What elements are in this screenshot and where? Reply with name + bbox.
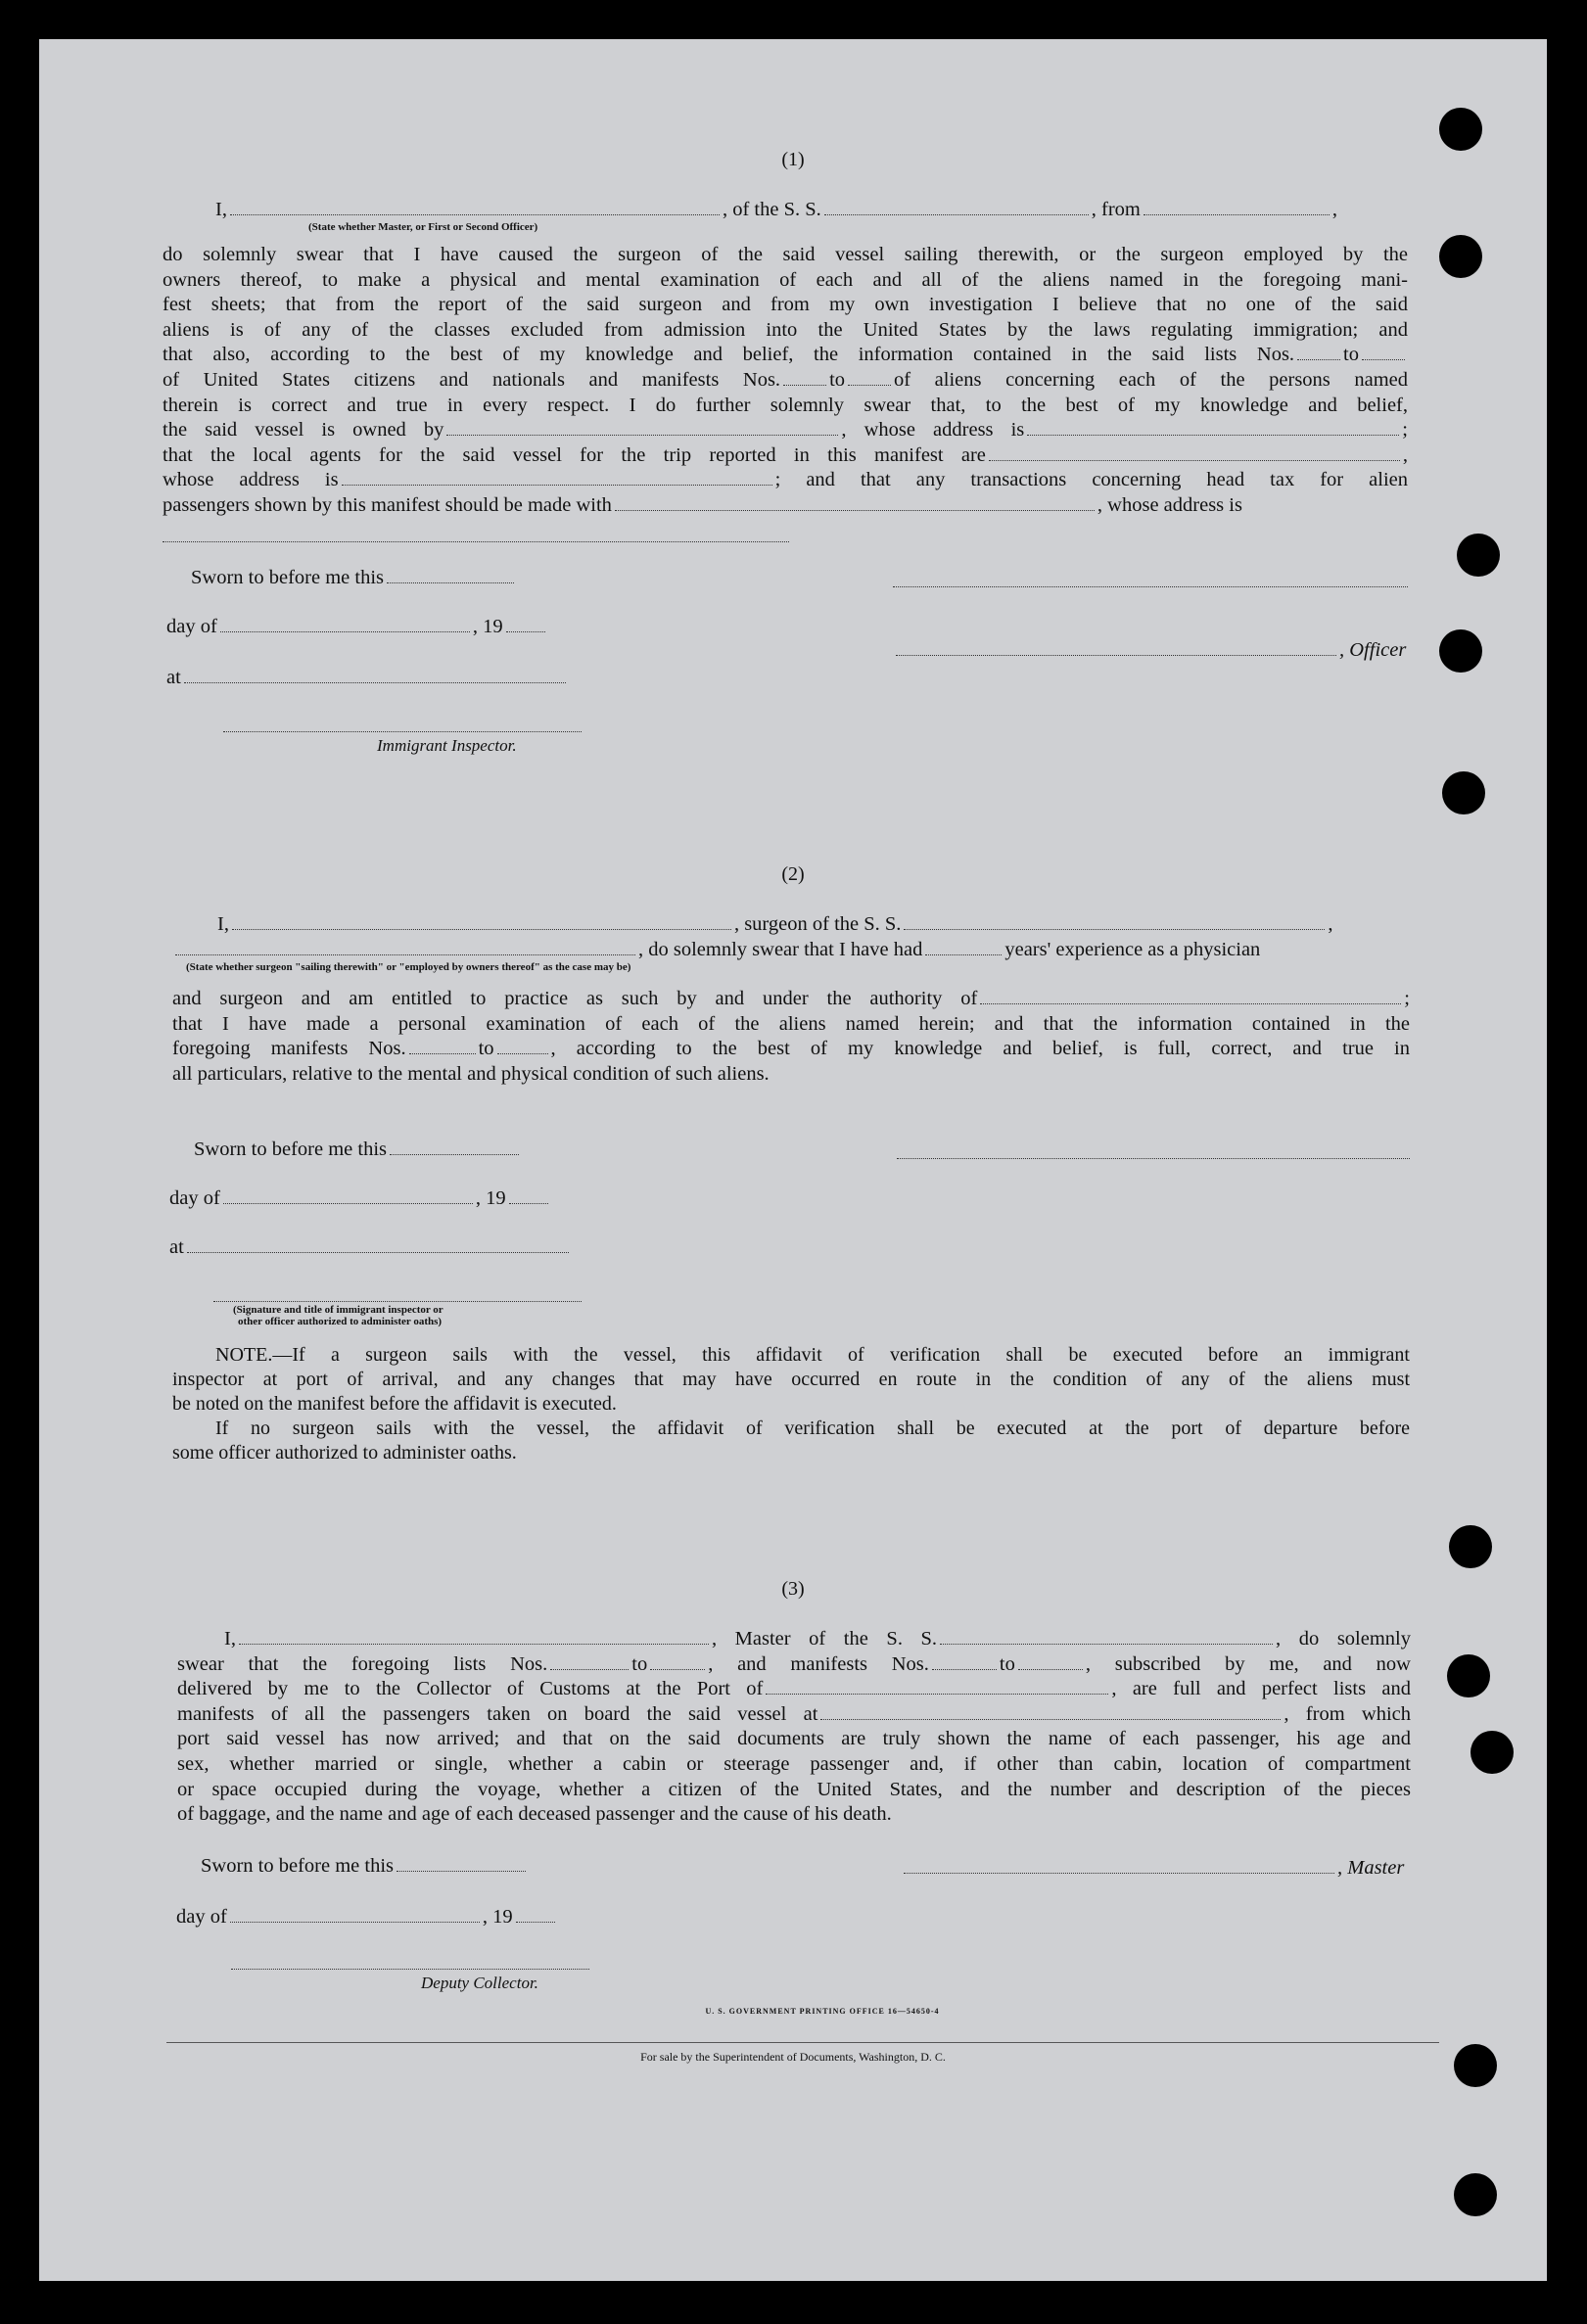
s1-manifests-line: of United States citizens and nationals and manifests Nos. to of aliens concerning each of the persons named <box>163 368 1409 391</box>
manifests-to-blank[interactable] <box>848 369 891 386</box>
note-line: If no surgeon sails with the vessel, the affidavit of verification shall be executed at the port of departure before <box>215 1418 1410 1439</box>
s3-master-line: I, , Master of the S. S. , do solemnly <box>224 1628 1411 1650</box>
agents-address-blank[interactable] <box>342 469 772 486</box>
section-2-heading: (2) <box>781 863 805 885</box>
s2-day-of: day of , 19 <box>169 1186 551 1210</box>
s2-place-blank[interactable] <box>187 1236 569 1253</box>
lists-to-blank[interactable] <box>1362 344 1405 360</box>
s3-year-blank[interactable] <box>516 1906 555 1923</box>
s2-text-line: all particulars, relative to the mental and physical condition of such aliens. <box>172 1062 770 1085</box>
s2-inspector-signature-line[interactable] <box>213 1300 582 1302</box>
head-tax-agent-blank[interactable] <box>615 494 1095 511</box>
s2-paragraph <box>172 987 1410 1087</box>
s3-lists-line: swear that the foregoing lists Nos. to , and manifests Nos. to , subscribed by me, and now <box>177 1652 1411 1675</box>
inspector-label: Immigrant Inspector. <box>377 736 517 755</box>
punch-hole <box>1449 1525 1492 1568</box>
port-blank[interactable] <box>766 1678 1108 1695</box>
agents-blank[interactable] <box>989 444 1400 461</box>
s1-sworn: Sworn to before me this <box>191 566 517 589</box>
inspector-signature-line[interactable] <box>223 730 582 732</box>
punch-hole <box>1439 108 1482 151</box>
printing-office: U. S. GOVERNMENT PRINTING OFFICE 16—54650-4 <box>705 2007 940 2016</box>
s1-text-line: owners thereof, to make a physical and mental examination of each and all of the aliens named in the foregoing mani- <box>163 268 1408 291</box>
s3-lists-from-blank[interactable] <box>550 1653 629 1670</box>
year-blank[interactable] <box>506 616 545 632</box>
manifests-from-blank[interactable] <box>783 369 826 386</box>
surgeon-status-blank[interactable] <box>175 939 635 955</box>
s3-text-line: sex, whether married or single, whether a cabin or steerage passenger and, if other than cabin, location of compartment <box>177 1752 1411 1775</box>
s3-manifests-to-blank[interactable] <box>1018 1653 1083 1670</box>
boarded-at-blank[interactable] <box>820 1703 1281 1720</box>
s1-paragraph <box>163 243 1408 519</box>
s2-manifests-from-blank[interactable] <box>409 1038 476 1054</box>
punch-hole <box>1442 771 1485 814</box>
s1-agents-line: that the local agents for the said vessel for the trip reported in this manifest are , <box>163 443 1408 466</box>
month-blank[interactable] <box>220 616 470 632</box>
form-page <box>39 39 1547 2281</box>
surgeon-name-blank[interactable] <box>232 913 731 930</box>
s3-day-of: day of , 19 <box>176 1905 558 1929</box>
surgeon-note: (State whether surgeon "sailing therewith" or "employed by owners thereof" as the case may be) <box>186 961 631 973</box>
s1-officer: , Officer <box>893 638 1406 662</box>
master-signature-line[interactable] <box>904 1857 1334 1874</box>
s2-authority-line: and surgeon and am entitled to practice as such by and under the authority of ; <box>172 988 1410 1009</box>
master-name-blank[interactable] <box>239 1628 709 1645</box>
s2-sig-note: (Signature and title of immigrant inspector or <box>233 1304 443 1316</box>
punch-hole <box>1439 235 1482 278</box>
lists-from-blank[interactable] <box>1297 344 1340 360</box>
s2-line2: , do solemnly swear that I have had years' experience as a physician <box>172 938 1260 961</box>
collector-label: Deputy Collector. <box>421 1974 538 1992</box>
s2-month-blank[interactable] <box>223 1187 473 1204</box>
surgeon-signature-line[interactable] <box>897 1157 1410 1159</box>
s1-owned-line: the said vessel is owned by , whose address is ; <box>163 419 1408 442</box>
s3-text-line: port said vessel has now arrived; and that on the said documents are truly shown the name of each passenger, his age and <box>177 1728 1411 1750</box>
punch-hole <box>1454 2173 1497 2216</box>
punch-hole <box>1439 629 1482 673</box>
s2-line1: I, , surgeon of the S. S. , <box>217 913 1333 935</box>
s1-text-line: aliens is of any of the classes excluded from admission into the United States by the laws regulating immigration; and <box>163 318 1408 341</box>
s3-month-blank[interactable] <box>230 1906 480 1923</box>
s3-boarded-line: manifests of all the passengers taken on board the said vessel at , from which <box>177 1702 1412 1725</box>
surgeon-vessel-blank[interactable] <box>904 913 1325 930</box>
place-blank[interactable] <box>184 667 566 683</box>
punch-hole <box>1447 1654 1490 1697</box>
s3-port-line: delivered by me to the Collector of Customs at the Port of , are full and perfect lists and <box>177 1678 1411 1700</box>
s2-manifests-to-blank[interactable] <box>497 1038 548 1054</box>
s2-at: at <box>169 1235 572 1259</box>
note-line: some officer authorized to administer oaths. <box>172 1442 517 1464</box>
officer-name-blank[interactable] <box>230 199 720 215</box>
s1-lists-line: that also, according to the best of my knowledge and belief, the information contained in the said lists Nos. to <box>163 343 1408 368</box>
s2-note <box>172 1343 1410 1465</box>
authority-blank[interactable] <box>980 988 1401 1004</box>
s3-sworn-day-blank[interactable] <box>397 1855 526 1872</box>
sworn-day-blank[interactable] <box>387 567 514 583</box>
owner-blank[interactable] <box>446 419 838 436</box>
head-tax-address-blank[interactable] <box>163 540 789 542</box>
officer-signature-top-line[interactable] <box>893 585 1408 587</box>
s1-text-line: therein is correct and true in every respect. I do further solemnly swear that, to the best of my knowledge and belief, <box>163 394 1408 416</box>
officer-note: (State whether Master, or First or Second Officer) <box>308 221 538 233</box>
section-1-heading: (1) <box>781 149 805 170</box>
sale-notice: For sale by the Superintendent of Documents, Washington, D. C. <box>640 2050 946 2064</box>
s1-text-line: do solemnly swear that I have caused the surgeon of the said vessel sailing therewith, or the surgeon employed by the <box>163 244 1408 265</box>
collector-signature-line[interactable] <box>231 1968 589 1970</box>
s2-manifests-line: foregoing manifests Nos. to , according to the best of my knowledge and belief, is full, correct, and true in <box>172 1038 1411 1060</box>
s3-master: , Master <box>901 1856 1404 1880</box>
s1-text-line: fest sheets; that from the report of the said surgeon and from my own investigation I believe that no one of the said <box>163 294 1408 316</box>
s2-sworn: Sworn to before me this <box>194 1138 522 1161</box>
s3-manifests-from-blank[interactable] <box>932 1653 997 1670</box>
s3-sworn: Sworn to before me this <box>201 1854 529 1878</box>
s3-text-line: or space occupied during the voyage, whether a citizen of the United States, and the number and description of the pieces <box>177 1778 1411 1800</box>
from-port-blank[interactable] <box>1144 199 1330 215</box>
s1-day-of: day of , 19 <box>166 615 548 638</box>
vessel-name-blank[interactable] <box>824 199 1089 215</box>
owner-address-blank[interactable] <box>1027 419 1399 436</box>
s3-paragraph <box>177 1627 1411 1828</box>
punch-hole <box>1457 534 1500 577</box>
years-blank[interactable] <box>925 939 1002 955</box>
section-3-heading: (3) <box>781 1578 805 1600</box>
s1-passengers-line: passengers shown by this manifest should be made with , whose address is <box>163 493 1242 516</box>
s2-year-blank[interactable] <box>509 1187 548 1204</box>
s2-sworn-day-blank[interactable] <box>390 1139 519 1155</box>
s1-at: at <box>166 666 569 689</box>
note-line: be noted on the manifest before the affidavit is executed. <box>172 1393 617 1415</box>
s1-address-line: whose address is ; and that any transactions concerning head tax for alien <box>163 469 1408 491</box>
s3-text-line: of baggage, and the name and age of each deceased passenger and the cause of his death. <box>177 1803 892 1826</box>
officer-signature-line[interactable] <box>896 639 1336 656</box>
s1-line-officer: I, , of the S. S. , from , <box>215 199 1337 220</box>
s2-sig-note: other officer authorized to administer oaths) <box>238 1316 443 1327</box>
note-line: NOTE.—If a surgeon sails with the vessel, this affidavit of verification shall be executed before an immigrant <box>215 1344 1410 1366</box>
s2-text-line: that I have made a personal examination of each of the aliens named herein; and that the information contained in the <box>172 1012 1410 1035</box>
punch-hole <box>1470 1731 1514 1774</box>
footer-rule <box>166 2042 1439 2043</box>
s3-lists-to-blank[interactable] <box>650 1653 705 1670</box>
note-line: inspector at port of arrival, and any changes that may have occurred en route in the condition of any of the aliens must <box>172 1369 1410 1390</box>
s3-vessel-blank[interactable] <box>940 1628 1273 1645</box>
